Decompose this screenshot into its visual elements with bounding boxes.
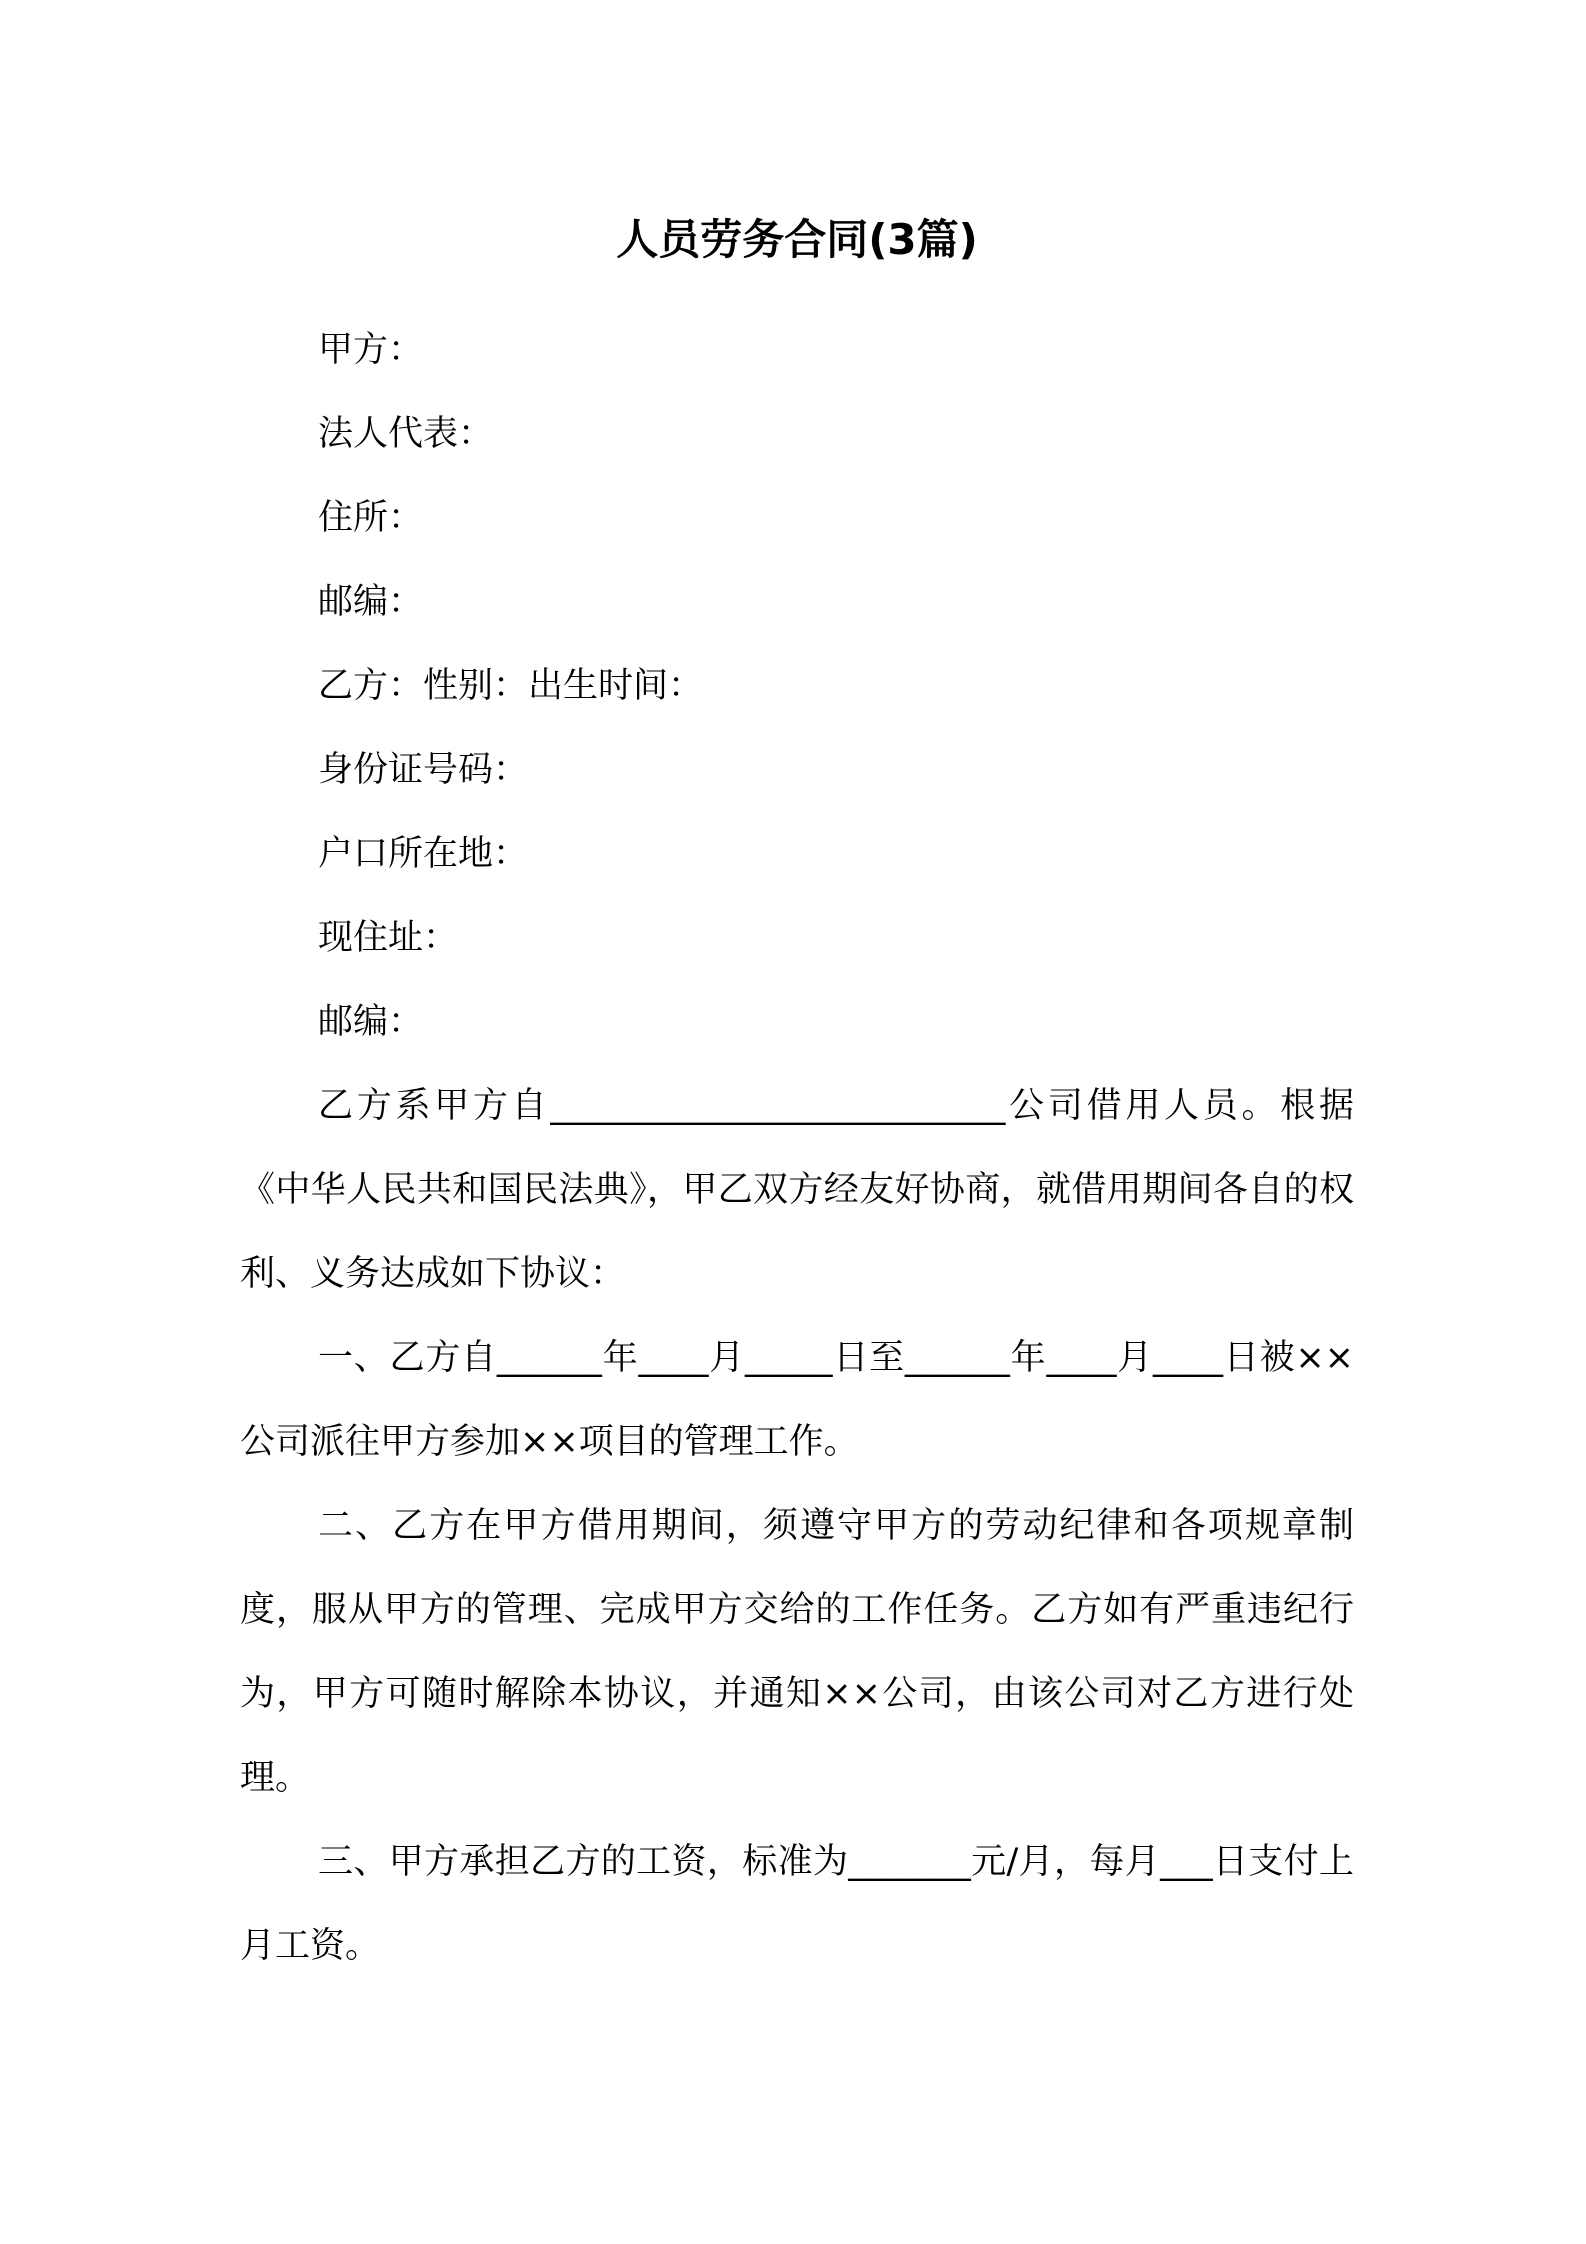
field-postcode-b: 邮编：	[318, 1002, 424, 1042]
field-household-registration: 户口所在地：	[318, 834, 529, 874]
paragraph-intro: 乙方系甲方自__________________________公司借用人员。根据《中华人民共和国民法典》，甲乙双方经友好协商，就借用期间各自的权利、义务达成如下协议：	[240, 1086, 1354, 1294]
field-party-a: 甲方：	[318, 330, 424, 370]
field-legal-representative: 法人代表：	[318, 414, 494, 454]
field-party-b: 乙方：性别：出生时间：	[318, 666, 704, 706]
field-id-number: 身份证号码：	[318, 750, 529, 790]
field-domicile: 住所：	[318, 498, 424, 538]
paragraph-clause-2: 二、乙方在甲方借用期间，须遵守甲方的劳动纪律和各项规章制度，服从甲方的管理、完成甲方交给的工作任务。乙方如有严重违纪行为，甲方可随时解除本协议，并通知××公司，由该公司对乙方进行处理。	[240, 1506, 1354, 1798]
field-postcode-a: 邮编：	[318, 582, 424, 622]
field-current-address: 现住址：	[318, 918, 459, 958]
paragraph-clause-1: 一、乙方自______年____月_____日至______年____月____日被××公司派往甲方参加××项目的管理工作。	[240, 1338, 1354, 1462]
document-title: 人员劳务合同(3篇)	[616, 215, 978, 264]
paragraph-clause-3: 三、甲方承担乙方的工资，标准为_______元/月，每月___日支付上月工资。	[240, 1842, 1354, 1966]
document-page	[240, 210, 1354, 1988]
